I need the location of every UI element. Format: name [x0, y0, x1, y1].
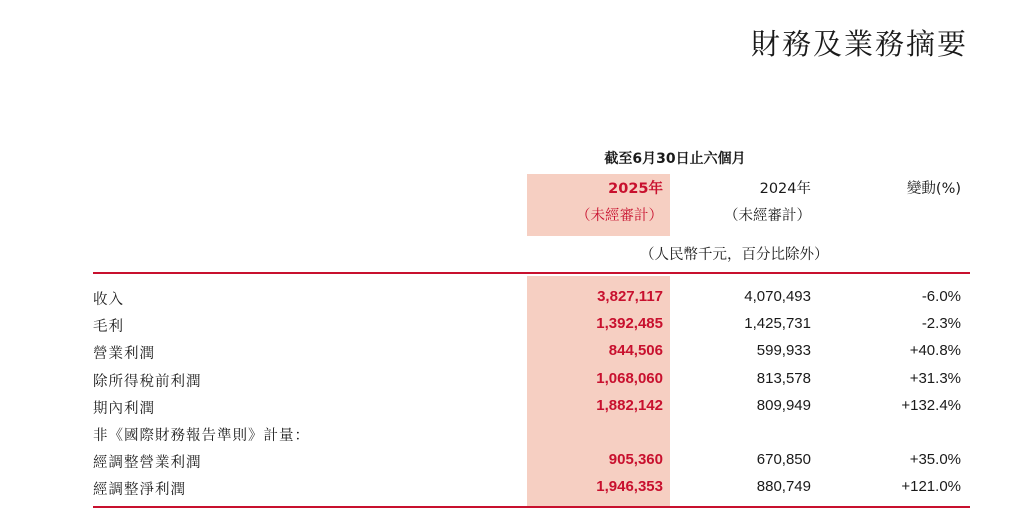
table-bottom-rule — [93, 506, 970, 508]
current-year-label: 2025年 — [608, 181, 663, 197]
change-value: +121.0% — [901, 478, 961, 496]
unit-note: （人民幣千元，百分比除外） — [640, 247, 829, 263]
period-caption: 截至6月30日止六個月 — [604, 151, 746, 167]
section-label: 非《國際財務報告準則》計量： — [93, 427, 310, 444]
table-row — [0, 284, 1024, 311]
table-section-row — [0, 420, 1024, 447]
previous-value: 670,850 — [756, 451, 811, 469]
table-top-rule — [93, 272, 970, 274]
column-header-current — [523, 176, 663, 230]
change-value: +35.0% — [909, 451, 961, 469]
column-header-previous — [671, 176, 811, 230]
row-label: 收入 — [93, 292, 124, 308]
current-year-note: （未經審計） — [576, 208, 663, 224]
current-value: 1,882,142 — [596, 396, 663, 414]
current-value: 1,392,485 — [596, 315, 663, 333]
table-row — [0, 311, 1024, 338]
table-row — [0, 366, 1024, 393]
row-label: 毛利 — [93, 319, 124, 336]
table-row — [0, 447, 1024, 474]
row-label: 除所得稅前利潤 — [93, 373, 202, 390]
previous-value: 599,933 — [756, 342, 811, 360]
previous-year-note: （未經審計） — [724, 208, 811, 224]
row-label: 期內利潤 — [93, 400, 155, 417]
row-label: 經調整淨利潤 — [93, 482, 186, 499]
current-value: 905,360 — [608, 451, 663, 469]
change-value: +40.8% — [909, 342, 961, 360]
previous-value: 880,749 — [756, 478, 811, 496]
change-value: -6.0% — [921, 288, 961, 305]
previous-value: 4,070,493 — [744, 288, 811, 305]
change-value: -2.3% — [921, 315, 961, 333]
previous-value: 809,949 — [756, 396, 811, 414]
current-value: 1,068,060 — [596, 369, 663, 387]
table-row — [0, 393, 1024, 420]
change-value: +31.3% — [909, 369, 961, 387]
current-value: 844,506 — [608, 342, 663, 360]
previous-year-label: 2024年 — [759, 181, 811, 197]
change-label: 變動(%) — [906, 181, 961, 197]
table-row — [0, 474, 1024, 501]
column-header-change — [841, 176, 961, 203]
change-value: +132.4% — [901, 396, 961, 414]
page-title: 財務及業務摘要 — [750, 27, 968, 61]
financial-summary-table — [0, 284, 1024, 502]
row-label: 營業利潤 — [93, 346, 155, 363]
table-row — [0, 338, 1024, 365]
previous-value: 813,578 — [756, 369, 811, 387]
row-label: 經調整營業利潤 — [93, 455, 202, 472]
previous-value: 1,425,731 — [744, 315, 811, 333]
current-value: 3,827,117 — [597, 288, 663, 305]
current-value: 1,946,353 — [596, 478, 663, 496]
